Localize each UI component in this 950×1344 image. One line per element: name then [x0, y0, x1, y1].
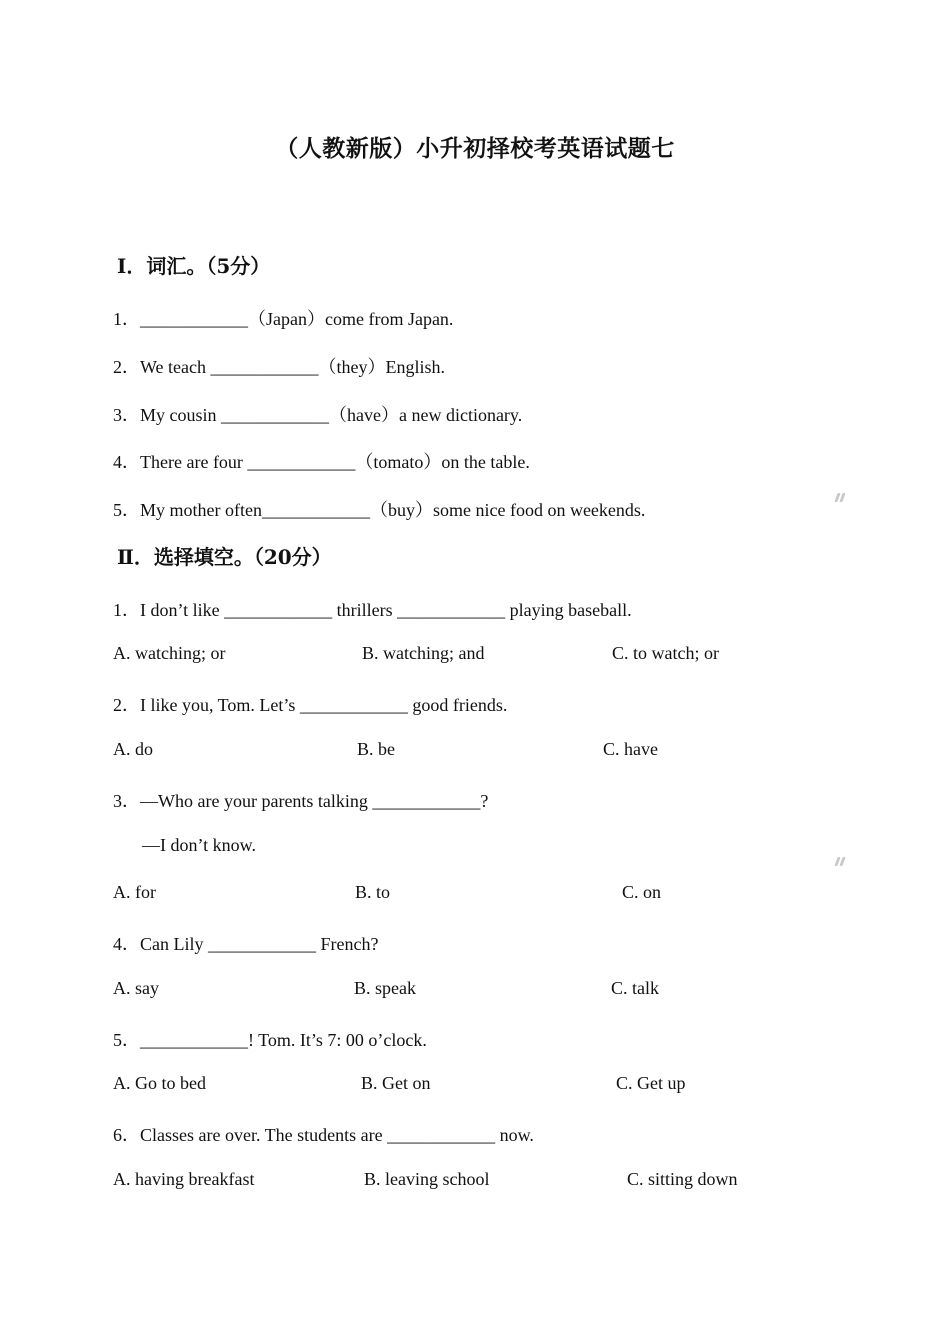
question-6-stem: 6．Classes are over. The students are ____________ now. [113, 1125, 534, 1145]
vocab-item-5: 5．My mother often____________（buy）some nice food on weekends. [113, 500, 646, 520]
page-title: （人教新版）小升初择校考英语试题七 [275, 135, 675, 162]
question-5-option-b: B. Get on [361, 1073, 431, 1093]
question-1-option-c: C. to watch; or [612, 643, 719, 663]
question-3-reply: —I don’t know. [142, 835, 256, 855]
vocab-item-2: 2．We teach ____________（they）English. [113, 357, 445, 377]
section-1-heading: Ⅰ．词汇。（5分） [117, 254, 271, 278]
question-6-option-a: A. having breakfast [113, 1169, 255, 1189]
scan-mark [836, 493, 848, 503]
vocab-item-4: 4．There are four ____________（tomato）on the table. [113, 452, 530, 472]
question-1-option-b: B. watching; and [362, 643, 485, 663]
question-5-option-a: A. Go to bed [113, 1073, 206, 1093]
question-3-stem: 3．—Who are your parents talking ____________? [113, 791, 489, 811]
question-2-option-c: C. have [603, 739, 658, 759]
section-2-heading: Ⅱ．选择填空。（20分） [117, 545, 332, 569]
question-2-option-a: A. do [113, 739, 153, 759]
scan-mark [836, 857, 848, 867]
question-2-stem: 2．I like you, Tom. Let’s ____________ good friends. [113, 695, 508, 715]
question-5-option-c: C. Get up [616, 1073, 686, 1093]
question-3-option-c: C. on [622, 882, 662, 902]
question-4-option-b: B. speak [354, 978, 416, 998]
vocab-item-3: 3．My cousin ____________（have）a new dictionary. [113, 405, 523, 425]
vocab-item-1: 1．____________（Japan）come from Japan. [113, 309, 454, 329]
question-1-stem: 1．I don’t like ____________ thrillers ____________ playing baseball. [113, 600, 632, 620]
question-5-stem: 5．____________! Tom. It’s 7: 00 o’clock. [113, 1030, 427, 1050]
question-4-option-c: C. talk [611, 978, 659, 998]
question-4-stem: 4．Can Lily ____________ French? [113, 934, 379, 954]
question-3-option-a: A. for [113, 882, 156, 902]
question-2-option-b: B. be [357, 739, 395, 759]
question-3-option-b: B. to [355, 882, 391, 902]
question-6-option-b: B. leaving school [364, 1169, 490, 1189]
question-1-option-a: A. watching; or [113, 643, 226, 663]
question-4-option-a: A. say [113, 978, 159, 998]
question-6-option-c: C. sitting down [627, 1169, 738, 1189]
